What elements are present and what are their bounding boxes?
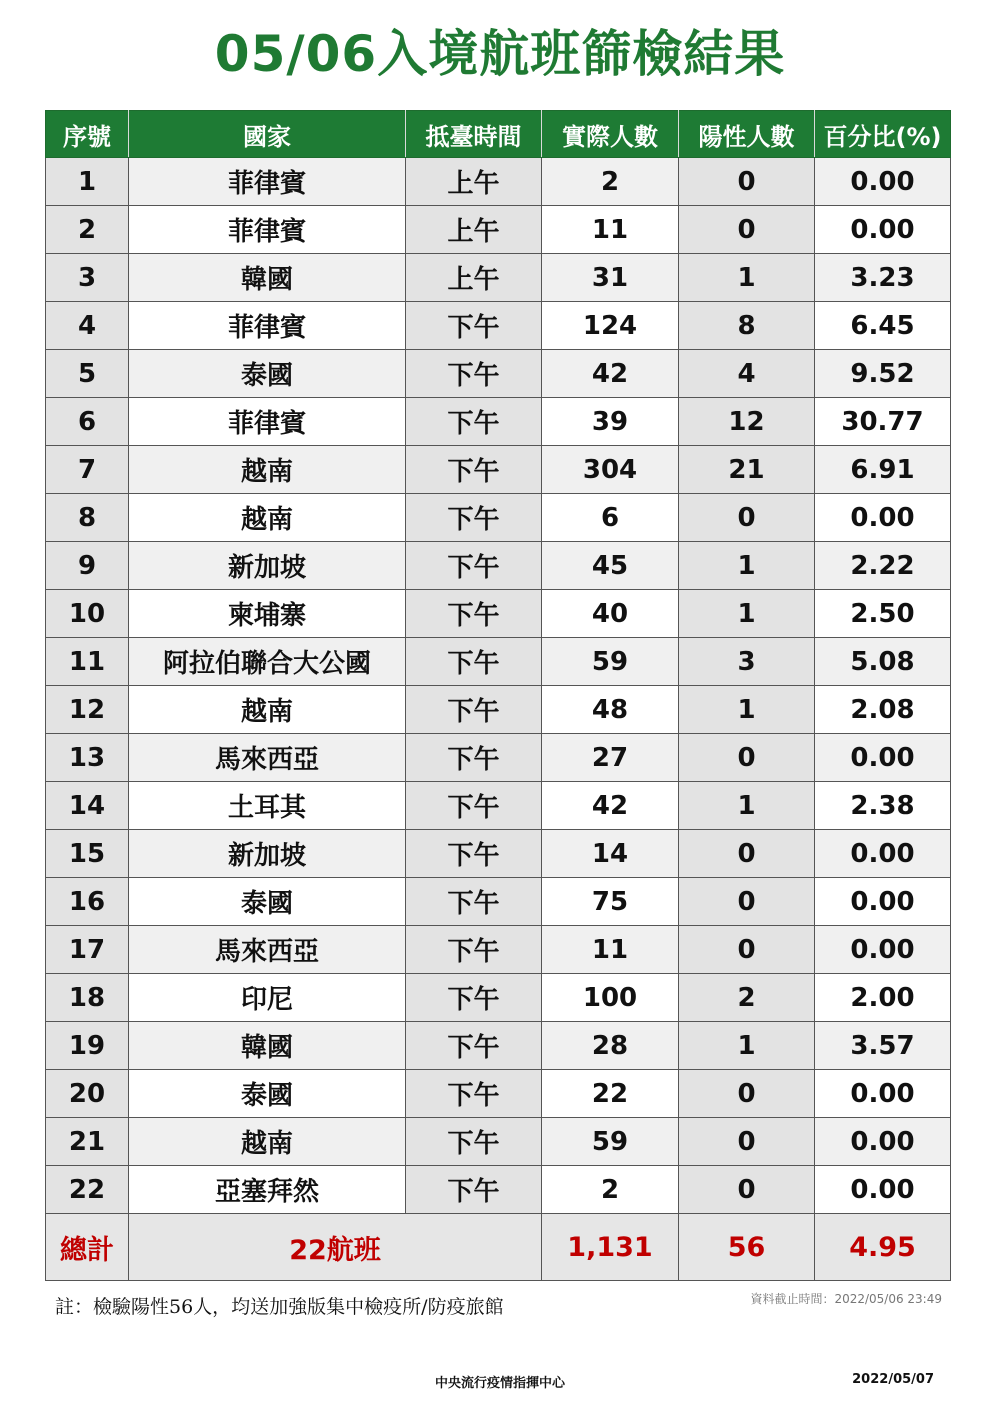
table-header-row <box>46 111 951 158</box>
row-positive-count: 0 <box>679 1166 815 1214</box>
row-positive-count: 0 <box>679 734 815 782</box>
row-positive-count: 8 <box>679 302 815 350</box>
row-percentage: 0.00 <box>815 1070 951 1118</box>
row-index: 12 <box>46 686 129 734</box>
row-arrival-time: 上午 <box>406 206 542 254</box>
table-row <box>46 830 951 878</box>
row-actual-count: 304 <box>542 446 679 494</box>
header-country: 國家 <box>129 111 406 158</box>
table-row <box>46 302 951 350</box>
row-positive-count: 3 <box>679 638 815 686</box>
row-country: 馬來西亞 <box>129 926 406 974</box>
table-row <box>46 926 951 974</box>
row-index: 3 <box>46 254 129 302</box>
footer-date: 2022/05/07 <box>852 1372 934 1387</box>
total-label: 總計 <box>46 1214 129 1281</box>
table-row <box>46 398 951 446</box>
row-arrival-time: 下午 <box>406 1070 542 1118</box>
row-percentage: 2.00 <box>815 974 951 1022</box>
row-arrival-time: 下午 <box>406 878 542 926</box>
total-row <box>46 1214 951 1281</box>
row-actual-count: 42 <box>542 782 679 830</box>
row-index: 17 <box>46 926 129 974</box>
row-actual-count: 28 <box>542 1022 679 1070</box>
row-percentage: 0.00 <box>815 206 951 254</box>
row-country: 阿拉伯聯合大公國 <box>129 638 406 686</box>
row-actual-count: 11 <box>542 206 679 254</box>
row-positive-count: 0 <box>679 830 815 878</box>
total-positive: 56 <box>679 1214 815 1281</box>
row-index: 18 <box>46 974 129 1022</box>
row-country: 菲律賓 <box>129 398 406 446</box>
screening-results-table <box>45 110 951 1281</box>
row-arrival-time: 下午 <box>406 494 542 542</box>
row-arrival-time: 下午 <box>406 974 542 1022</box>
header-arrival-time: 抵臺時間 <box>406 111 542 158</box>
table-row <box>46 1166 951 1214</box>
table-row <box>46 590 951 638</box>
row-index: 11 <box>46 638 129 686</box>
table-row <box>46 1118 951 1166</box>
row-actual-count: 40 <box>542 590 679 638</box>
row-country: 菲律賓 <box>129 158 406 206</box>
row-country: 越南 <box>129 494 406 542</box>
row-percentage: 6.45 <box>815 302 951 350</box>
row-arrival-time: 上午 <box>406 254 542 302</box>
row-percentage: 9.52 <box>815 350 951 398</box>
table-row <box>46 206 951 254</box>
row-percentage: 0.00 <box>815 1118 951 1166</box>
row-country: 韓國 <box>129 1022 406 1070</box>
row-arrival-time: 下午 <box>406 734 542 782</box>
row-percentage: 0.00 <box>815 926 951 974</box>
row-country: 泰國 <box>129 1070 406 1118</box>
row-actual-count: 2 <box>542 158 679 206</box>
row-index: 5 <box>46 350 129 398</box>
row-arrival-time: 下午 <box>406 302 542 350</box>
row-index: 19 <box>46 1022 129 1070</box>
row-country: 印尼 <box>129 974 406 1022</box>
row-positive-count: 12 <box>679 398 815 446</box>
total-percentage: 4.95 <box>815 1214 951 1281</box>
row-country: 韓國 <box>129 254 406 302</box>
row-positive-count: 1 <box>679 686 815 734</box>
table-row <box>46 686 951 734</box>
data-cutoff-time: 資料截止時間：2022/05/06 23:49 <box>750 1292 942 1306</box>
row-percentage: 6.91 <box>815 446 951 494</box>
table-row <box>46 494 951 542</box>
row-country: 泰國 <box>129 878 406 926</box>
row-actual-count: 59 <box>542 1118 679 1166</box>
row-positive-count: 0 <box>679 1070 815 1118</box>
table-row <box>46 1070 951 1118</box>
total-flights: 22航班 <box>129 1214 542 1281</box>
row-percentage: 0.00 <box>815 494 951 542</box>
row-positive-count: 1 <box>679 1022 815 1070</box>
row-percentage: 2.08 <box>815 686 951 734</box>
row-arrival-time: 下午 <box>406 1118 542 1166</box>
row-positive-count: 1 <box>679 590 815 638</box>
table-row <box>46 782 951 830</box>
table-row <box>46 734 951 782</box>
row-percentage: 3.57 <box>815 1022 951 1070</box>
row-index: 1 <box>46 158 129 206</box>
row-arrival-time: 上午 <box>406 158 542 206</box>
row-arrival-time: 下午 <box>406 350 542 398</box>
header-percentage: 百分比(%) <box>815 111 951 158</box>
row-index: 13 <box>46 734 129 782</box>
row-index: 20 <box>46 1070 129 1118</box>
row-actual-count: 27 <box>542 734 679 782</box>
row-actual-count: 2 <box>542 1166 679 1214</box>
footer-organization: 中央流行疫情指揮中心 <box>434 1376 565 1391</box>
row-arrival-time: 下午 <box>406 638 542 686</box>
row-index: 8 <box>46 494 129 542</box>
row-actual-count: 124 <box>542 302 679 350</box>
row-country: 菲律賓 <box>129 302 406 350</box>
row-positive-count: 0 <box>679 206 815 254</box>
row-arrival-time: 下午 <box>406 590 542 638</box>
row-index: 9 <box>46 542 129 590</box>
row-arrival-time: 下午 <box>406 1166 542 1214</box>
table-row <box>46 1022 951 1070</box>
row-arrival-time: 下午 <box>406 446 542 494</box>
row-positive-count: 21 <box>679 446 815 494</box>
row-positive-count: 0 <box>679 158 815 206</box>
row-index: 10 <box>46 590 129 638</box>
header-actual-count: 實際人數 <box>542 111 679 158</box>
row-positive-count: 0 <box>679 494 815 542</box>
table-row <box>46 158 951 206</box>
row-country: 越南 <box>129 686 406 734</box>
row-country: 越南 <box>129 1118 406 1166</box>
row-country: 土耳其 <box>129 782 406 830</box>
row-actual-count: 48 <box>542 686 679 734</box>
row-arrival-time: 下午 <box>406 542 542 590</box>
row-actual-count: 39 <box>542 398 679 446</box>
row-arrival-time: 下午 <box>406 830 542 878</box>
row-percentage: 0.00 <box>815 158 951 206</box>
row-percentage: 5.08 <box>815 638 951 686</box>
row-index: 2 <box>46 206 129 254</box>
row-arrival-time: 下午 <box>406 686 542 734</box>
row-index: 15 <box>46 830 129 878</box>
row-arrival-time: 下午 <box>406 398 542 446</box>
row-actual-count: 31 <box>542 254 679 302</box>
row-positive-count: 0 <box>679 1118 815 1166</box>
row-percentage: 2.22 <box>815 542 951 590</box>
row-percentage: 0.00 <box>815 830 951 878</box>
row-actual-count: 100 <box>542 974 679 1022</box>
row-country: 新加坡 <box>129 542 406 590</box>
row-country: 亞塞拜然 <box>129 1166 406 1214</box>
row-arrival-time: 下午 <box>406 926 542 974</box>
row-actual-count: 59 <box>542 638 679 686</box>
page-title: 05/06入境航班篩檢結果 <box>214 25 786 83</box>
row-percentage: 2.50 <box>815 590 951 638</box>
header-index: 序號 <box>46 111 129 158</box>
row-percentage: 2.38 <box>815 782 951 830</box>
row-index: 6 <box>46 398 129 446</box>
row-actual-count: 42 <box>542 350 679 398</box>
footnote: 註：檢驗陽性56人，均送加強版集中檢疫所/防疫旅館 <box>55 1296 504 1318</box>
row-positive-count: 2 <box>679 974 815 1022</box>
table-row <box>46 446 951 494</box>
row-positive-count: 1 <box>679 254 815 302</box>
row-actual-count: 22 <box>542 1070 679 1118</box>
row-arrival-time: 下午 <box>406 1022 542 1070</box>
row-actual-count: 45 <box>542 542 679 590</box>
row-actual-count: 11 <box>542 926 679 974</box>
row-percentage: 0.00 <box>815 734 951 782</box>
row-index: 21 <box>46 1118 129 1166</box>
table-row <box>46 878 951 926</box>
row-country: 菲律賓 <box>129 206 406 254</box>
row-country: 泰國 <box>129 350 406 398</box>
row-index: 4 <box>46 302 129 350</box>
row-index: 16 <box>46 878 129 926</box>
header-positive-count: 陽性人數 <box>679 111 815 158</box>
total-actual: 1,131 <box>542 1214 679 1281</box>
row-positive-count: 0 <box>679 926 815 974</box>
row-actual-count: 75 <box>542 878 679 926</box>
row-index: 22 <box>46 1166 129 1214</box>
table-row <box>46 350 951 398</box>
row-arrival-time: 下午 <box>406 782 542 830</box>
row-positive-count: 0 <box>679 878 815 926</box>
row-percentage: 3.23 <box>815 254 951 302</box>
row-actual-count: 14 <box>542 830 679 878</box>
row-percentage: 0.00 <box>815 1166 951 1214</box>
table-row <box>46 638 951 686</box>
table-row <box>46 542 951 590</box>
row-actual-count: 6 <box>542 494 679 542</box>
table-row <box>46 254 951 302</box>
row-country: 馬來西亞 <box>129 734 406 782</box>
row-index: 14 <box>46 782 129 830</box>
row-percentage: 30.77 <box>815 398 951 446</box>
row-positive-count: 1 <box>679 542 815 590</box>
row-positive-count: 1 <box>679 782 815 830</box>
table-row <box>46 974 951 1022</box>
row-percentage: 0.00 <box>815 878 951 926</box>
row-country: 越南 <box>129 446 406 494</box>
row-index: 7 <box>46 446 129 494</box>
row-country: 柬埔寨 <box>129 590 406 638</box>
row-positive-count: 4 <box>679 350 815 398</box>
row-country: 新加坡 <box>129 830 406 878</box>
